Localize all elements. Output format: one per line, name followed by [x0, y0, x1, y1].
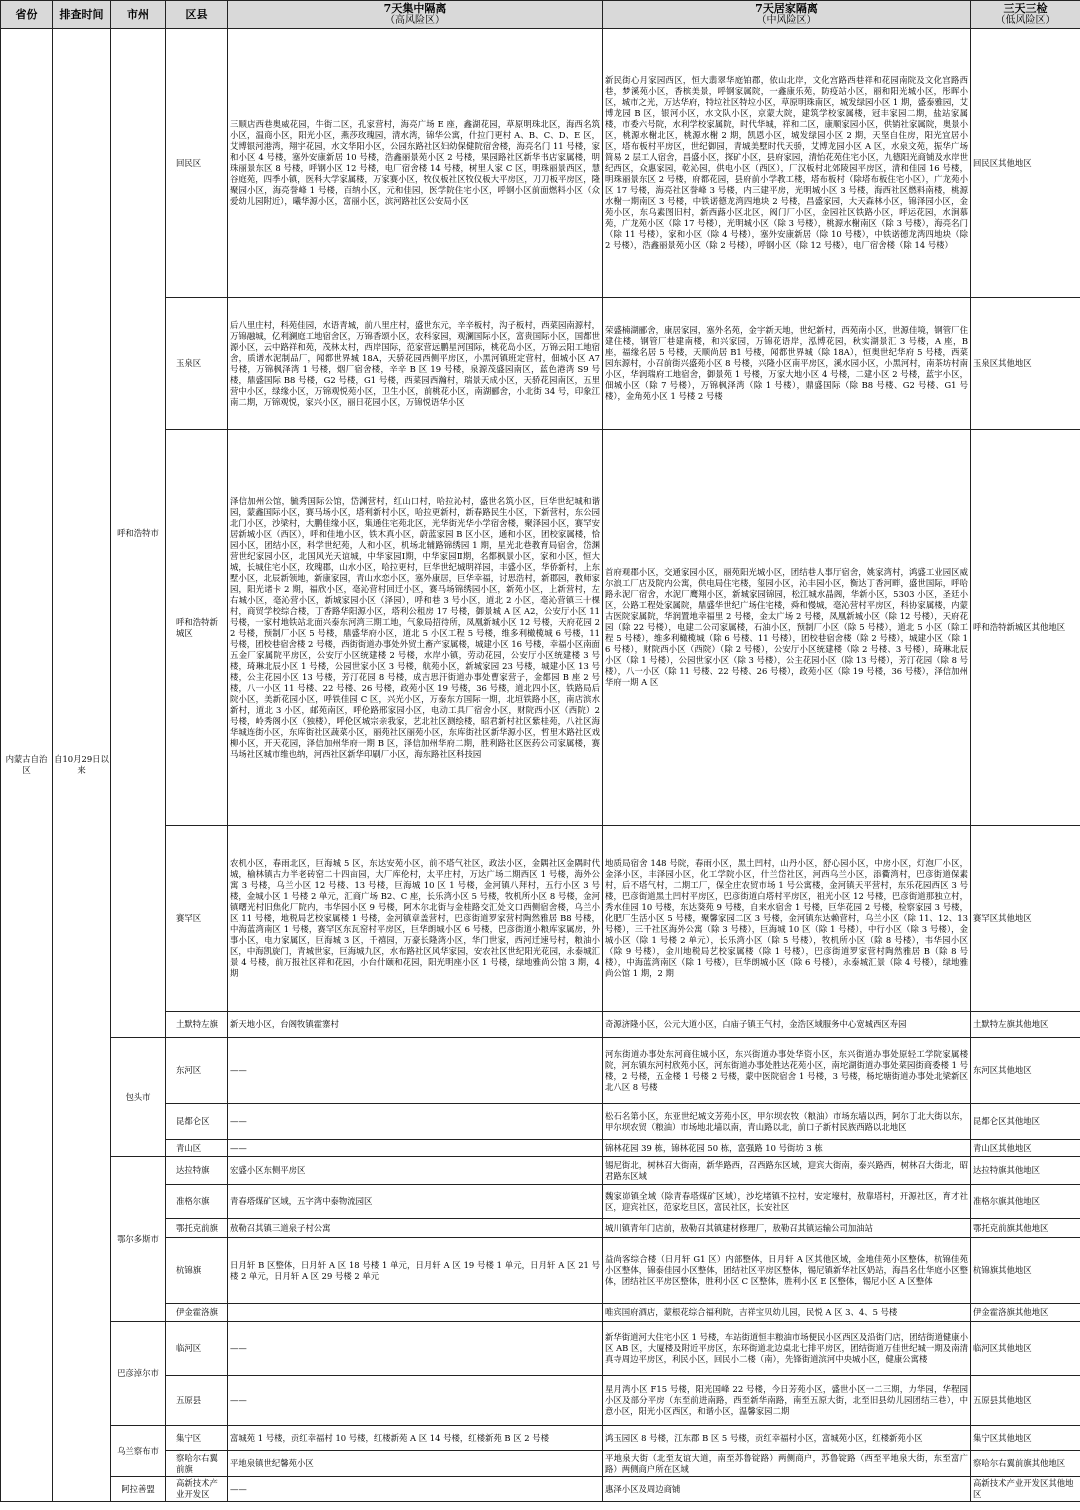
- district-cell: 鄂托克前旗: [166, 1219, 228, 1238]
- low-risk-cell: 达拉特旗其他地区: [971, 1157, 1080, 1185]
- district-cell: 准格尔旗: [166, 1185, 228, 1219]
- low-risk-cell: 伊金霍洛旗其他地区: [971, 1304, 1080, 1322]
- low-risk-cell: 高新技术产业开发区其他地区: [971, 1477, 1080, 1502]
- high-risk-cell: ——: [228, 1322, 603, 1376]
- header-time: 排查时间: [53, 1, 111, 29]
- table-row: [1, 29, 1080, 298]
- high-risk-cell: [228, 1304, 603, 1322]
- district-cell: 杭锦旗: [166, 1238, 228, 1304]
- district-cell: 回民区: [166, 29, 228, 298]
- district-cell: 赛罕区: [166, 826, 228, 1012]
- high-risk-cell: 三顺店西巷奥威花园，牛街二区，孔家营村，海亮广场 E 座，鑫湖花园，草原明珠北区，海西名筑小区，温商小区，阳光小区，燕莎玫瑰园，清水湾，锦华公寓，什拉门更村 A、B、C、D、E 区，艾博银河港湾，翔宇花园，水文华阳小区，公园东路社区妇幼保健院宿舍楼，海亮名门 11 号楼，家和小区 4 号楼，塞外安康新居 10 号楼，浩鑫丽景苑小区 2 号楼，果园路社区新华书店家属楼，明珠丽景东区 8 号楼，呼钢小区 12 号楼，电厂宿舍楼 14 号楼，树里人家 C 区，明珠丽景西区，慧谷庭苑，四季小镇，医科大学家属楼，万家赛小区，牧仪板社区牧仪板大平房区，刀刀板平房区，隆聚园小区，海亮誉峰 1 号楼，百纳小区，元和佳园，医学院住宅小区，呼钢小区前面燃料小区（众爱幼儿园附近），曦华源小区，富丽小区，滨河路社区公安局小区: [228, 29, 603, 298]
- high-risk-cell: 新天地小区，台阁牧镇霍寨村: [228, 1012, 603, 1038]
- high-risk-cell: ——: [228, 1140, 603, 1157]
- low-risk-cell: 土默特左旗其他地区: [971, 1012, 1080, 1038]
- district-cell: 玉泉区: [166, 298, 228, 430]
- mid-risk-cell: 惠泽小区及周边商铺: [603, 1477, 971, 1502]
- header-district: 区县: [166, 1, 228, 29]
- district-cell: 集宁区: [166, 1426, 228, 1451]
- table-row: [1, 1426, 1080, 1451]
- low-risk-cell: 鄂托克前旗其他地区: [971, 1219, 1080, 1238]
- high-risk-cell: 敖勒召其镇三道泉子村公寓: [228, 1219, 603, 1238]
- low-risk-cell: 准格尔旗其他地区: [971, 1185, 1080, 1219]
- high-risk-cell: ——: [228, 1477, 603, 1502]
- high-risk-cell: ——: [228, 1104, 603, 1140]
- district-cell: 临河区: [166, 1322, 228, 1376]
- high-risk-cell: 平地泉镇世纪馨苑小区: [228, 1451, 603, 1477]
- table-row: [1, 1477, 1080, 1502]
- high-sub: （高风险区）: [385, 14, 445, 26]
- district-cell: 昆都仑区: [166, 1104, 228, 1140]
- mid-risk-cell: 益尚客综合楼（日月轩 G1 区）内部整体，日月轩 A 区其他区域，金地佳苑小区整体，杭锦佳苑小区整体，锦泰佳园小区整体，团结社区平房区整体，锡尼镇新华社区奶站，海昌名仕华庭小区整体，团结社区平房区整体，胜利小区 C 区整体，胜利小区 E 区整体，锡尼小区 A 区整体: [603, 1238, 971, 1304]
- low-title: 三天三检: [1003, 1, 1048, 15]
- city-cell-bayannur: 巴彦淖尔市: [111, 1322, 166, 1426]
- mid-risk-cell: 河东街道办事处东河商住城小区，东兴街道办事处华资小区，东兴街道办事处原轻工学院家属楼院，河东镇东河村欣苑小区，河东街道办事处胜达花苑小区，南坨湖街道办事处菜园街商委楼 1 号楼，2 号楼，五金楼 1 号楼 2 号楼，蒙中医院宿舍 1 号楼，3 号楼，杨坨塘街道办事处北梁新区北八区 8 号楼: [603, 1038, 971, 1104]
- mid-risk-cell: 新华街道河大住宅小区 1 号楼，车站街道恒丰粮油市场便民小区西区及沿街门店，团结街道健康小区 AB 区，大厦楼及附近平房区，东环街道北边桌北七排平房区，团结街道万佳世纪城一期及南清真寺周边平房区，利民小区，回民小二楼（南），先锋街道滨河中央城小区，健康公寓楼: [603, 1322, 971, 1376]
- mid-risk-cell: 唯宾国府酒店，蒙根花综合福利院，吉祥宝贝幼儿园，民悦 A 区 3、4、5 号楼: [603, 1304, 971, 1322]
- district-cell: 察哈尔右翼前旗: [166, 1451, 228, 1477]
- high-risk-cell: 农机小区，春雨北区，巨海城 5 区，东达安苑小区，前不塔气社区，政法小区，金隅社区金隅时代城，榆林镇古力半老砖窑二十四亩园，大厂库伦村，太平庄村，万达广场二期西区 1 号楼，海外公寓 3 号楼，乌兰小区 12 号楼、13 号楼，巨海城 10 区 1 号楼，金河镇八拜村，五行小区 3 号楼，金城小区 1 号楼 2 单元，汇商广场 B2、C 座，长乐湾小区 5 号楼，牧机所小区 8 号楼，金河镇曙光村旧焦化厂院内，韦华园小区 9 号楼，阿木尔北街与金桂路交汇处文口西侧宿舍楼，乌兰小区 11 号楼，地税局艺校家属楼 1 号楼，金河镇章盖营村，巴彦街道罗家营村陶然雅居 B8 号楼，中海蓝湾南区 1 号楼，赛罕区东瓦窑村平房区，巨华朗城小区 6 号楼，巴彦街道小粮库家属房，外事小区，电力家属区，巨海城 3 区，千禧园，万豪长隆湾小区，华门世家，西河迁速号村，粮油小区，中海凯旋门，青城世家，巨海城九区，水布路社区风华家园，安农社区世纪阳光花园，永泰城汇景 4 号楼，前万报社区祥和花园，小台什颐和花园，阳光明座小区 1 号楼，绿地雅尚公馆 3 期，4 期: [228, 826, 603, 1012]
- mid-risk-cell: 鸿玉园区 8 号楼，江东郡 B 区 5 号楼，贡红幸福村小区，富城苑小区，红楼新苑小区: [603, 1426, 971, 1451]
- mid-risk-cell: 荣盛楠湖郦舍，康居家园，塞外名苑，金宇新天地，世纪新村，西苑南小区，世源佳境，钢管厂住建住楼，钢管厂巷建南楼，和兴家园，万锦花语岸，泓博花园，秋实湖景汇 3 号楼，A 座，B 座，福缘名居 5 号楼，天顺尚居 B1 号楼，闻都世界城（除 18A），恒奥世纪华府 5 号楼，西菜园东源村，小召前街兴盛苑小区 8 号楼，兴隆小区南平房区，溪水园小区，小黑河村，南茶坊村南小区，华润瑞府工地宿舍，御景苑 1 号楼，万家大地小区 4 号楼，二建小区 2 号楼，蓝宇小区，佃城小区（除 7 号楼），万锦枫泽湾（除 1 号楼），鼎盛国际（除 B8 号楼、G2 号楼、G1 号楼），金角苑小区 1 号楼 2 号楼: [603, 298, 971, 430]
- province-cell: 内蒙古自治区: [1, 29, 53, 1502]
- low-risk-cell: 玉泉区其他地区: [971, 298, 1080, 430]
- district-cell: 青山区: [166, 1140, 228, 1157]
- header-mid-risk: [603, 1, 971, 29]
- low-risk-cell: 察哈尔右翼前旗其他地区: [971, 1451, 1080, 1477]
- mid-risk-cell: 平地泉大街（北至友谊大道，南至苏鲁锭路）两侧商户，苏鲁锭路（西至平地泉大街，东至富广路）两侧商户所在区域: [603, 1451, 971, 1477]
- mid-risk-cell: 星月湾小区 F15 号楼，阳光国峰 22 号楼，今日芳苑小区，盛世小区一二三期，力华园，华程园小区及部分平房（东至前进南路，西至新华南路，南至五原大街，北至旧县幼儿园团结三巷），中意小区，阳光小区西区，和谐小区，温馨家园二期: [603, 1376, 971, 1426]
- district-cell: 伊金霍洛旗: [166, 1304, 228, 1322]
- district-cell: 呼和浩特新城区: [166, 430, 228, 826]
- low-risk-cell: 杭锦旗其他地区: [971, 1238, 1080, 1304]
- low-risk-cell: 东河区其他地区: [971, 1038, 1080, 1104]
- low-sub: （低风险区）: [995, 14, 1056, 26]
- mid-risk-cell: 松石名第小区，东亚世纪城文芳苑小区，甲尔坝农牧（粮油）市场东墙以西，阿尔丁北大街以东，甲尔坝农贸（粮油）市场地北墙以南，青山路以北，前口子新村民族西路以北地区: [603, 1104, 971, 1140]
- mid-risk-cell: 新民街心月家园西区，恒大翡翠华庭铂郡，依山北岸，文化宫路西巷祥和花园南院及文化宫路西巷，梦溪苑小区，香槟美景，呼钢家属院，一鑫康乐苑，防疫站小区，丽和阳光城小区，彤晖小区，城市之光，万达华府，特垃社区特垃小区，草原明珠南区，城发绿园小区 1 期，盛泰雅园，艾博龙园 B 区，银河小区，水文队小区，京蒙大院，建筑学校家属楼，冠丰家园二期，盐站家属楼，市委六号院，水利学校家属院，时代华城，祥和二区，康顺家园小区，供销社家属院，奥景小区，桃源水榭北区，桃源水榭 2 期，凯恩小区，城发绿园小区 2 期，天坚自住房，阳光宜居小区，塔布板村平房区，世纪御园，青城美墅时代天骄，艾博龙园小区 A 区，水泉文苑，振华广场简易 2 层工人宿舍，昌盛小区，探矿小区，县府家园，清怡花苑住宅小区，九德阳光商铺及水岸世纪西区，众惠家园，乾沁园，供电小区（西区），厂汉板村北郊陵园平房区，清和佳园 16 号楼，明珠丽景东区 2 号楼，府都花园，县府前小学教工楼，塔布板村（除塔布板住宅小区），广龙苑小区 17 号楼，海亮社区誉峰 3 号楼，内三建平房，光明城小区 3 号楼，海西社区燃料南楼，桃源水榭一期南区 3 号楼，中铁诺德龙湾四地块 2 号楼，昌盛家园，大天森林小区，锦泽园小区，金苑小区，东乌素图旧村，新西蕗小区北区，阀门厂小区，金园社区铁路小区，呼运花园，水涧慕苑，广龙苑小区（除 17 号楼），光明城小区（除 3 号楼），桃源水榭南区（除 3 号楼），海亮名门（除 11 号楼），家和小区（除 4 号楼），塞外安康新居（除 10 号楼），中铁诺德龙湾四地块（除 2 号楼），浩鑫丽景苑小区（除 2 号楼），呼钢小区（除 12 号楼），电厂宿舍楼（除 14 号楼）: [603, 29, 971, 298]
- mid-title: 7天居家隔离: [755, 1, 818, 15]
- city-cell-baotou: 包头市: [111, 1038, 166, 1157]
- low-risk-cell: 回民区其他地区: [971, 29, 1080, 298]
- mid-risk-cell: 城川镇青年门店前，敖勒召其镇建材修理厂，敖勒召其镇运输公司加油站: [603, 1219, 971, 1238]
- high-risk-cell: 青春塔煤矿区域，五字湾中泰物流园区: [228, 1185, 603, 1219]
- high-risk-cell: ——: [228, 1038, 603, 1104]
- low-risk-cell: 赛罕区其他地区: [971, 826, 1080, 1012]
- mid-risk-cell: 奇源济隆小区，公元大道小区，白庙子镇王气村，金浩区域服务中心宽城西区寿园: [603, 1012, 971, 1038]
- mid-risk-cell: 锡尼街北，树林召大街南，新华路西，召西路东区域，迎宾大街南，泰兴路西，树林召大街北，昭君路东区域: [603, 1157, 971, 1185]
- city-cell-ulanqab: 乌兰察布市: [111, 1426, 166, 1477]
- header-city: 市州: [111, 1, 166, 29]
- high-title: 7天集中隔离: [383, 1, 447, 15]
- table-row: [1, 1038, 1080, 1104]
- header-province: 省份: [1, 1, 53, 29]
- district-cell: 达拉特旗: [166, 1157, 228, 1185]
- district-cell: 五原县: [166, 1376, 228, 1426]
- mid-sub: （中风险区）: [756, 14, 817, 26]
- city-cell-alxa: 阿拉善盟: [111, 1477, 166, 1502]
- low-risk-cell: 呼和浩特新城区其他地区: [971, 430, 1080, 826]
- low-risk-cell: 昆都仑区其他地区: [971, 1104, 1080, 1140]
- mid-risk-cell: 首府观郡小区，交通家园小区，丽苑阳光城小区，团结巷人事厅宿舍，姚家湾村，鸿盛工业园区威尔浪工厂店及院内公寓，供电局住宅楼，玺园小区，沁丰园小区，衡达丁香河畔，盛世国际，呼哈路永泥厂宿舍，水泥厂鹰翔小区，新城家园锦园，松江城水晶阁，华新小区，5303 小区，圣廷小区，公路工程处家属院，鼎盛华世纪广场住宅楼，舜和慢城，毫沁营村平房区，科协家属楼，内蒙古医院家属院，华润置地幸福里 2 号楼，金太广场 2 号楼，凤凰新城小区（除 12 号楼），天府花园（除 22 号楼），电建二公司家属楼，石油小区，预制厂小区（除 5 号楼），道北 5 小区（除工程 5 号楼），维多利橄榄城（除 6 号楼、11 号楼），团校巷宿舍楼（除 2 号楼），城建小区（除 16 号楼），财院西小区（西院）（除 2 号楼），公安厅小区统建楼（除 2 号楼、3 号楼），琦琳北辰小区（除 1 号楼），公园世家小区（除 3 号楼），公主花园小区（除 13 号楼），芳汀花园（除 8 号楼），八一小区（除 11 号楼、22 号楼、26 号楼），政苑小区（除 19 号楼，36 号楼），泽信加州华府一期 A 区: [603, 430, 971, 826]
- header-high-risk: [228, 1, 603, 29]
- low-risk-cell: 青山区其他地区: [971, 1140, 1080, 1157]
- high-risk-cell: 富城苑 1 号楼，贡红幸福村 10 号楼，红楼新苑 A 区 14 号楼，红楼新苑 B 区 2 号楼: [228, 1426, 603, 1451]
- mid-risk-cell: 地质局宿舍 148 号院，春雨小区，黑土凹村，山丹小区，舒心园小区，中房小区，灯泡厂小区，金泽小区，丰泽园小区，化工学院小区，什兰岱社区，河西乌兰小区，添衢湾村，巴彦街道保素村，后不塔气村，二期工厂，保全庄农贸市场 1 号公寓楼，金河镇天平营村，东乐花园西区 3 号楼，巴彦街道黑土凹村平房区，巴彦街道白塔村平房区，祖光小区 12 号楼，巴彦街道那独立村，秀水佳园 10 号楼，东达葵苑 9 号楼，自来水宿舍 1 号楼，巨华花园 2 号楼，检察家园 3 号楼，化肥厂生活小区 5 号楼，聚馨家园二区 3 号楼，金河镇东达赖营村，乌兰小区（除 11、12、13 号楼），三千社区海外公寓（除 3 号楼），巨海城 10 区（除 1 号楼），中行小区（除 3 号楼），金城小区（除 1 号楼 2 单元），长乐湾小区（除 5 号楼），牧机所小区（除 8 号楼），韦华园小区（除 9 号楼），金川地税局艺校家属楼（除 1 号楼），巴彦街道罗家营村陶然雅居 B（除 8 号楼），中海蓝湾南区（除 1 号楼），巨华朗城小区（除 6 号楼），永泰城汇景（除 4 号楼），绿地雅尚公馆 1 期，2 期: [603, 826, 971, 1012]
- low-risk-cell: 五原县其他地区: [971, 1376, 1080, 1426]
- high-risk-cell: 后八里庄村，科苑佳园，水语青城，前八里庄村，盛世东元，辛辛板村，沟子板村，西菜园南源村，万锦融城，亿利澜庭工地宿舍区，万锦香颂小区，农科家园，观澜国际小区，富贵国际小区，国都世源小区，云中路祥和苑，茂林太村，西岸国际，范家营远鹏星河国际，桃花岛小区，万锦云阳工地宿舍，质谱水泥制品厂，闻都世界城 18A，天骄花园西侧平房区，小黑河镇班定营村，佃城小区 A7 号楼，万锦枫泽湾 1 号楼，烟厂宿舍楼，辛辛 B 区 19 号楼，泉源茂盛园南区，蓝色港湾 S9 号楼，鼎盛国际 B8 号楼，G2 号楼，G1 号楼，西菜园西瀚村，瑞景天成小区，天骄花园南区，五里营中小区，绿缘小区，万锦观悦苑小区，卫生小区，前桃花小区，南湖郦舍，小北街 34 号，印象江南二期，万锦观悦，家兴小区，丽日花园小区，万锦悦语华小区: [228, 298, 603, 430]
- header-low-risk: [971, 1, 1080, 29]
- district-cell: 土默特左旗: [166, 1012, 228, 1038]
- high-risk-cell: 日月轩 B 区整体，日月轩 A 区 18 号楼 1 单元，日月轩 A 区 19 号楼 1 单元，日月轩 A 区 21 号楼 2 单元，日月轩 A 区 29 号楼 2 单元: [228, 1238, 603, 1304]
- high-risk-cell: ——: [228, 1376, 603, 1426]
- city-cell-ordos: 鄂尔多斯市: [111, 1157, 166, 1322]
- high-risk-cell: 泽信加州公馆，毓秀国际公馆，岱渊营村，红山口村，哈拉沁村，盛世名筑小区，巨华世纪城和谐园，蒙鑫国际小区，赛马场小区，塔利新村小区，哈拉更新村，新春路民生小区，下新营村，东公园北门小区，沙梁村，大鹏佳缘小区，集通住宅苑北区，光华街光华小学宿舍楼，聚泽园小区，赛罕安居新城小区（西区），呼和佳地小区，铁木真小区，蔚蓝家园 B 区小区，通和小区，团校家属楼，恰园小区，团结小区，科学世纪苑，人和小区，机场北辅路锦绣园 1 期，星光北巷教育局宿舍，岱渊营世纪家园小区，北国风光天谊城，中华家园Ⅰ期，中华家园Ⅱ期，名都枫景小区，家和小区，恒大城，长城住宅小区，玫瑰郡，山水小区，哈拉更村，巨华世纪城明祥园，丰盛小区，华侨新村，上东墅小区，北辰新领地，新康家园，青山水恋小区，塞外康居，巨华幸福，讨思浩村，新郡园，教师家园，阳光诸卡 2 期，福欣小区，毫沁营村回迁小区，赛马场锦绣园小区，新苑小区，上新营村，左右城小区，毫沁营小区，新城家园小区（泽园），呼和巷 3 号小区，道北 2 小区，毫沁营镇三十棵村，商贸学校综合楼，丁香路华阳源小区，塔利公租房 17 号楼，御景城 A 区 A2，公安厅小区 11 号楼，一家村地铁站北面兴泰东河湾三期工地，气象局招待所，凤凰新城小区 12 号楼，天府花园 22 号楼，预制厂小区 5 号楼，鼎盛华府小区，道北 5 小区工程 5 号楼，维多利橄榄城 6 号楼，11 号楼，团校巷宿舍楼 2 号楼，西街街道办事处外贸土畜产家属楼，城建小区 16 号楼，幸福小区南面五金厂家属院平房区，公安厅小区统建楼 2 号楼，水岸小镇，劳动花园，公安厅小区统建楼 3 号楼，琦琳北辰小区 1 号楼，公园世家小区 3 号楼，航苑小区，新城家园 23 号楼，城建小区 13 号楼，公主花园小区 13 号楼，芳汀花园 8 号楼，成吉思汗街道办事处曹家营子，金都园 B 座 2 号楼，八一小区 11 号楼、22 号楼、26 号楼，政苑小区 19 号楼，36 号楼，道北四小区，铁路局后院小区，美新花园小区，呼铁佳园 C 区，兴光小区，万泰东方国际一期，北垣铁路小区，南店滨水新村，道北 3 小区，邮苑南区，呼伦路邢家园小区，电动工具厂宿舍小区，财院西小区（西院）2 号楼，岭秀阁小区（独楼），呼伦区城宗亲我家，艺北社区测绘楼，昭君新村社区紫桂苑，八社区海华城连街小区，东库街社区蔬菜小区，丽苑社区丽苑小区，东库街社区新华源小区，哲里木路社区戏柳小区，开天花园，泽信加州华府一期 B 区，泽信加州华府二期，胜利路社区医药公司家属楼，赛马场社区城市维也纳，河西社区新华印刷厂小区，海东路社区科技园: [228, 430, 603, 826]
- low-risk-cell: 临河区其他地区: [971, 1322, 1080, 1376]
- mid-risk-cell: 魏家峁镇全域（除青春塔煤矿区域），沙圪堵镇不拉村，安定壕村，敖靠塔村，开源社区，育才社区，迎宾社区，范家圪旦区，富民社区，长安社区: [603, 1185, 971, 1219]
- city-cell-hohhot: 呼和浩特市: [111, 29, 166, 1038]
- table-row: [1, 1322, 1080, 1376]
- table-row: [1, 1157, 1080, 1185]
- district-cell: 高新技术产业开发区: [166, 1477, 228, 1502]
- district-cell: 东河区: [166, 1038, 228, 1104]
- mid-risk-cell: 锦林花园 39 栋，锦林花园 50 栋，富强路 10 号街坊 3 栋: [603, 1140, 971, 1157]
- time-cell: 自10月29日以来: [53, 29, 111, 1502]
- low-risk-cell: 集宁区其他地区: [971, 1426, 1080, 1451]
- high-risk-cell: 宏盛小区东侧平房区: [228, 1157, 603, 1185]
